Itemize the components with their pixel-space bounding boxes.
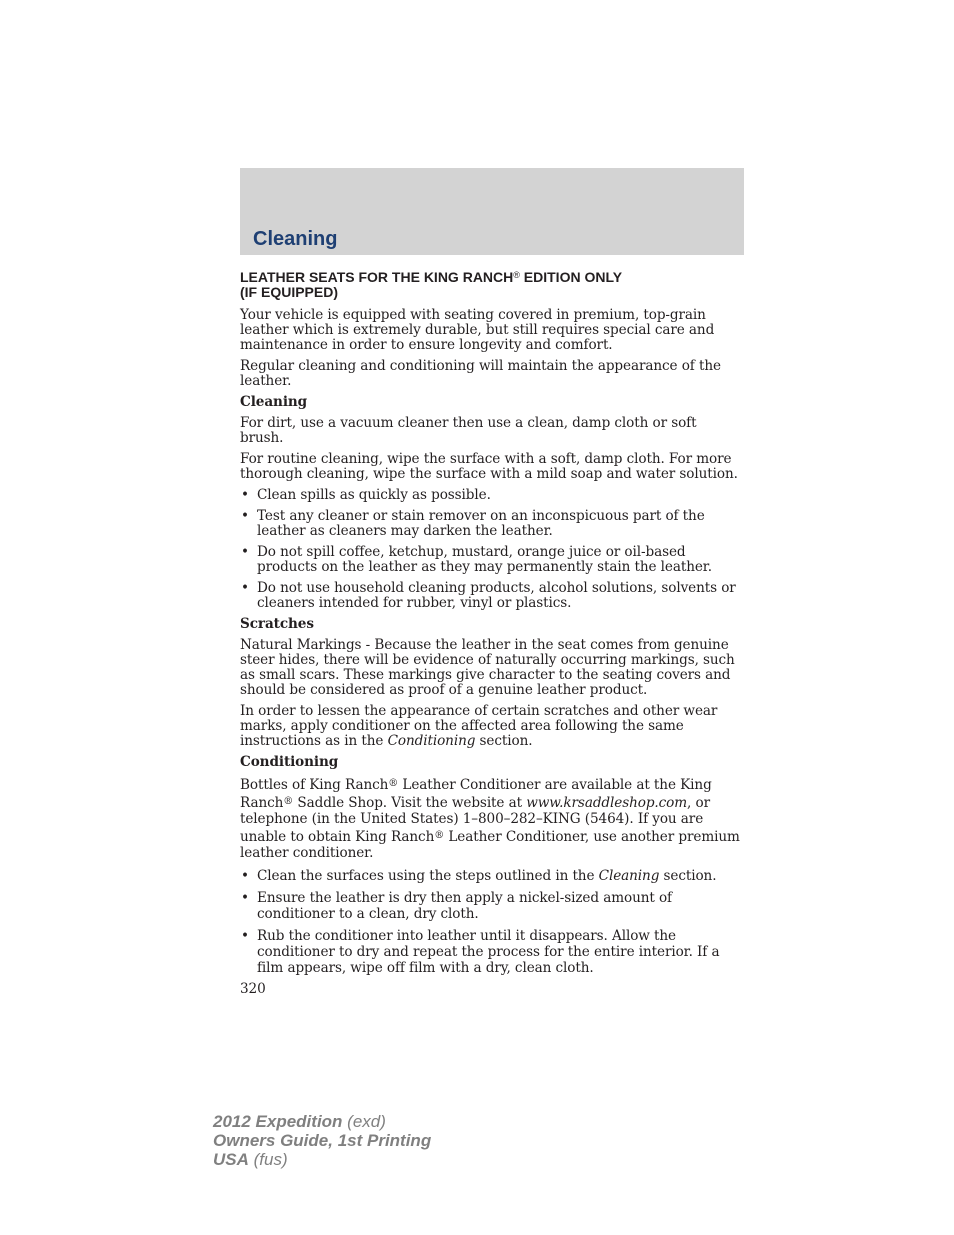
cleaning-bullet-list — [240, 488, 744, 611]
list-item: • Do not spill coffee, ketchup, mustard, orange juice or oil-based products on the leather as they may permanently stain the leather. — [241, 544, 712, 575]
cleaning-paragraph-2: For routine cleaning, wipe the surface with a soft, damp cloth. For more thorough cleaning, wipe the surface with a mild soap and water solution. — [240, 451, 738, 482]
list-item: • Clean spills as quickly as possible. — [241, 487, 491, 503]
list-item: • Do not use household cleaning products, alcohol solutions, solvents or cleaners intended for rubber, vinyl or plastics. — [241, 580, 736, 611]
conditioning-paragraph: Bottles of King Ranch® Leather Conditioner are available at the King Ranch® Saddle Shop. Visit the website at www.krsaddleshop.com, or telephone (in the United States) 1–800–282–KING (5464). If you are unable to obtain King Ranch® Leather Conditioner, use another premium leather conditioner. — [240, 777, 740, 861]
intro-paragraph-2: Regular cleaning and conditioning will maintain the appearance of the leather. — [240, 358, 721, 389]
conditioning-subheading: Conditioning — [240, 754, 339, 770]
scratches-paragraph-1: Natural Markings - Because the leather in the seat comes from genuine steer hides, there will be evidence of naturally occurring markings, such as small scars. These markings give character to the seating covers and should be considered as proof of a genuine leather product. — [240, 637, 735, 698]
article-heading: LEATHER SEATS FOR THE KING RANCH® EDITION ONLY (IF EQUIPPED) — [240, 269, 623, 300]
conditioning-bullet-list — [240, 868, 744, 976]
cleaning-paragraph-1: For dirt, use a vacuum cleaner then use a clean, damp cloth or soft brush. — [240, 415, 697, 446]
list-item: • Rub the conditioner into leather until it disappears. Allow the conditioner to dry and repeat the process for the entire interior. If a film appears, wipe off film with a dry, clean cloth. — [241, 927, 720, 976]
website-link: www.krsaddleshop.com — [526, 794, 688, 811]
list-item: • Clean the surfaces using the steps outlined in the Cleaning section. — [241, 867, 717, 884]
list-item: • Ensure the leather is dry then apply a nickel-sized amount of conditioner to a clean, dry cloth. — [241, 889, 672, 922]
scratches-paragraph-2: In order to lessen the appearance of certain scratches and other wear marks, apply conditioner on the affected area following the same instructions as in the Conditioning section. — [240, 703, 718, 749]
document-footer — [213, 1112, 431, 1169]
footer-line-2: Owners Guide, 1st Printing — [213, 1131, 432, 1150]
footer-line-1: 2012 Expedition (exd) — [213, 1112, 386, 1131]
section-header-band — [240, 168, 744, 255]
scratches-subheading: Scratches — [240, 616, 314, 632]
page-content — [240, 268, 744, 997]
section-title: Cleaning — [253, 228, 338, 250]
cleaning-subheading: Cleaning — [240, 394, 308, 410]
footer-line-3: USA (fus) — [213, 1150, 288, 1169]
intro-paragraph-1: Your vehicle is equipped with seating covered in premium, top-grain leather which is extremely durable, but still requires special care and maintenance in order to ensure longevity and comfort. — [240, 307, 715, 353]
page-number: 320 — [240, 980, 266, 997]
list-item: • Test any cleaner or stain remover on an inconspicuous part of the leather as cleaners may darken the leather. — [241, 508, 705, 539]
